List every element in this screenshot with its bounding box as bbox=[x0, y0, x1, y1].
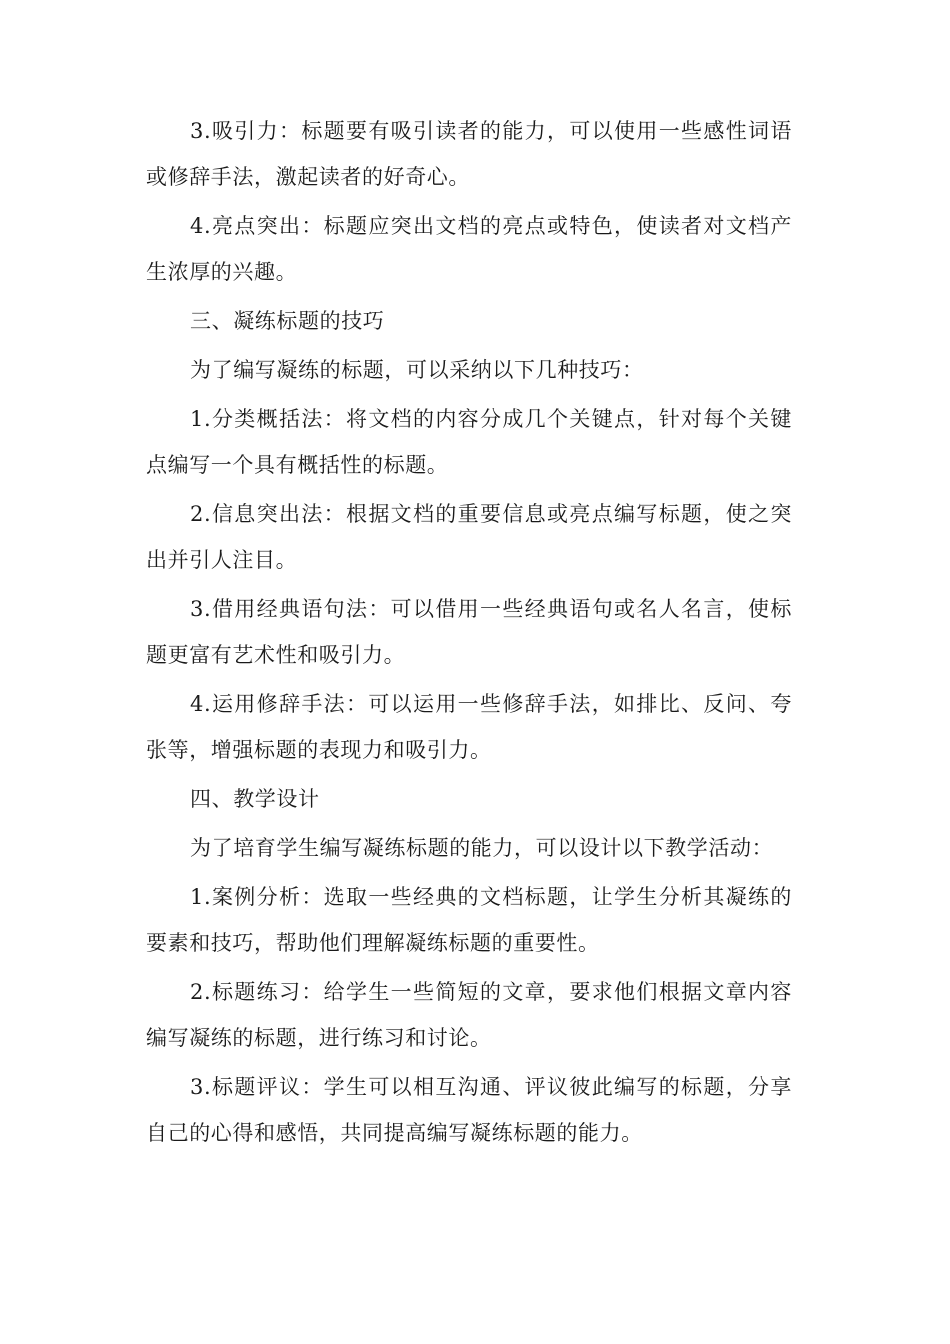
paragraph-rhetoric-method: 4.运用修辞手法：可以运用一些修辞手法，如排比、反问、夸张等，增强标题的表现力和吸引力。 bbox=[146, 692, 792, 762]
paragraph-classic-quote-method: 3.借用经典语句法：可以借用一些经典语句或名人名言，使标题更富有艺术性和吸引力。 bbox=[146, 597, 792, 667]
section-heading-techniques: 三、凝练标题的技巧 bbox=[190, 309, 385, 333]
paragraph-highlight: 4.亮点突出：标题应突出文档的亮点或特色，使读者对文档产生浓厚的兴趣。 bbox=[146, 214, 792, 284]
paragraph-information-method: 2.信息突出法：根据文档的重要信息或亮点编写标题，使之突出并引人注目。 bbox=[146, 502, 792, 572]
paragraph-title-review: 3.标题评议：学生可以相互沟通、评议彼此编写的标题，分享自己的心得和感悟，共同提高编写凝练标题的能力。 bbox=[146, 1075, 792, 1145]
paragraph-case-analysis: 1.案例分析：选取一些经典的文档标题，让学生分析其凝练的要素和技巧，帮助他们理解凝练标题的重要性。 bbox=[146, 885, 792, 955]
paragraph-techniques-intro: 为了编写凝练的标题，可以采纳以下几种技巧： bbox=[190, 358, 644, 382]
paragraph-attraction: 3.吸引力：标题要有吸引读者的能力，可以使用一些感性词语或修辞手法，激起读者的好奇心。 bbox=[146, 119, 792, 189]
paragraph-teaching-intro: 为了培育学生编写凝练标题的能力，可以设计以下教学活动： bbox=[190, 836, 774, 860]
document-page bbox=[146, 108, 792, 1159]
paragraph-classification-method: 1.分类概括法：将文档的内容分成几个关键点，针对每个关键点编写一个具有概括性的标题。 bbox=[146, 407, 792, 477]
section-heading-teaching-design: 四、教学设计 bbox=[190, 787, 320, 811]
paragraph-title-practice: 2.标题练习：给学生一些简短的文章，要求他们根据文章内容编写凝练的标题，进行练习和讨论。 bbox=[146, 980, 792, 1050]
